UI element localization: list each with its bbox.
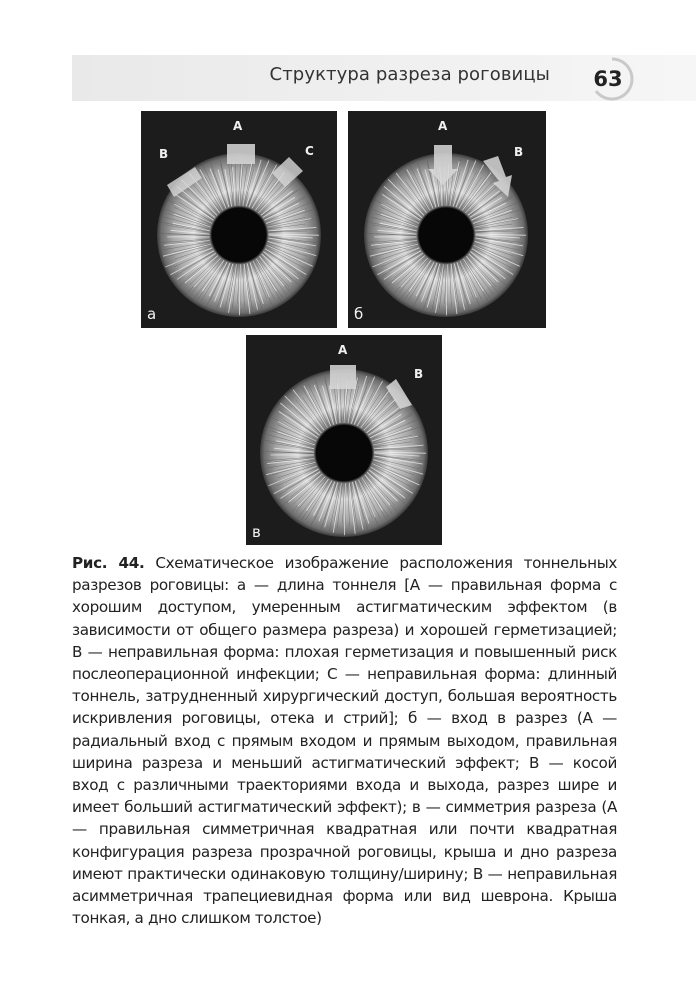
iris-image-c [246, 335, 442, 545]
panel-letter: б [354, 305, 364, 323]
panel-letter: а [147, 305, 157, 323]
marker-label: B [414, 367, 424, 381]
caption-label: Рис. 44. [72, 554, 145, 572]
figure-panel-c [246, 335, 442, 545]
symmetry-marker-a [330, 365, 356, 389]
iris-image-b [348, 111, 546, 328]
marker-label: B [514, 145, 524, 159]
marker-label: A [438, 119, 448, 133]
figure-panel-a [141, 111, 337, 328]
figure-panel-b [348, 111, 546, 328]
chapter-title: Структура разреза роговицы [269, 64, 550, 85]
figure-caption [72, 552, 617, 929]
marker-label: B [159, 147, 169, 161]
marker-label: A [233, 119, 243, 133]
marker-label: C [305, 144, 314, 158]
panel-letter: в [252, 523, 261, 541]
marker-label: A [338, 343, 348, 357]
caption-text: Схематическое изображение расположения тоннельных разрезов роговицы: а — длина тоннеля [А — правильная форма с хорошим доступом, умеренным астигматическим эффектом (в зависимости от общего размера разреза) и хорошей герметизацией; В — неправильная форма: плохая герметизация и повышенный риск послеоперационной инфекции; С — неправильная форма: длинный тоннель, затрудненный хирургический доступ, большая вероятность искривления роговицы, отека и стрий]; б — вход в разрез (А — радиальный вход с прямым входом и прямым выходом, правильная ширина разреза и меньший астигматический эффект; В — косой вход с различными траекториями входа и выхода, разрез шире и имеет больший астигматический эффект); в — симметрия разреза (А — правильная симметричная квадратная или почти квадратная конфигурация разреза прозрачной роговицы, крыша и дно разреза имеют практически одинаковую толщину/ширину; В — неправильная асимметричная трапециевидная форма или вид шеврона. Крыша тонкая, а дно слишком толстое) [72, 554, 617, 928]
page-number: 63 [593, 67, 623, 91]
incision-marker-a [227, 144, 255, 164]
